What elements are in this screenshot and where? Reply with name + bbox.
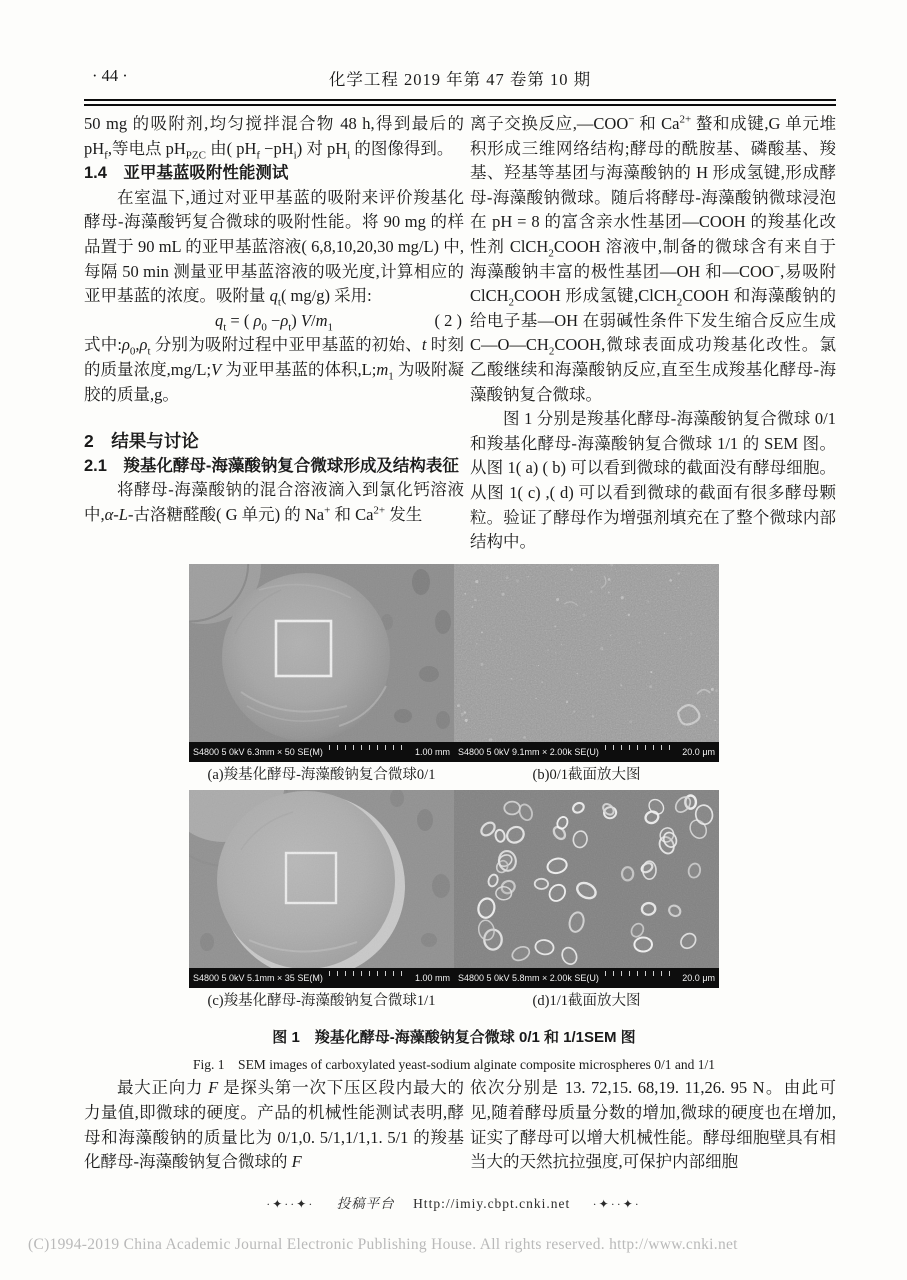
right-column: [470, 112, 836, 555]
sem-micrograph-d: [454, 790, 719, 968]
copyright-notice: (C)1994-2019 China Academic Journal Electronic Publishing House. All rights reserved. http://www.cnki.net: [28, 1236, 738, 1253]
equation-block: [84, 309, 464, 334]
equation-number: ( 2 ): [434, 310, 462, 330]
sem-instrument-info: S4800 5 0kV 5.8mm × 2.00k SE(U): [458, 973, 599, 983]
sem-image-c: [189, 790, 454, 988]
paragraph-equation-legend: 式中$:\rho_0,\rho_t$ 分别为吸附过程中亚甲基蓝的初始、t 时刻的质量浓度,mg/L;V 为亚甲基蓝的体积$,L;m_1$ 为吸附凝胶的质量,g。: [84, 335, 464, 404]
section-heading-2-1: 2.1 羧基化酵母-海藻酸钠复合微球形成及结构表征: [84, 456, 459, 475]
submission-url: Http://imiy.cbpt.cnki.net: [413, 1196, 571, 1211]
sem-micrograph-c: [189, 790, 454, 968]
scale-ticks: [605, 971, 676, 976]
scale-ticks: [329, 971, 409, 976]
sem-caption-c: (c)羧基化酵母-海藻酸钠复合微球1/1: [207, 993, 436, 1009]
sem-status-bar-c: [189, 968, 454, 988]
scale-ticks: [605, 745, 676, 750]
left-column: [84, 112, 464, 528]
section-heading-2: 2 结果与讨论: [84, 431, 199, 452]
sem-status-bar-a: [189, 742, 454, 762]
sem-caption-b: (b)0/1截面放大图: [532, 767, 641, 783]
equation-body: $q_t$ = ( $\rho_0 -\rho_t$) $V/m_1$: [214, 310, 334, 334]
sem-instrument-info: S4800 5 0kV 9.1mm × 2.00k SE(U): [458, 747, 599, 757]
bottom-right-paragraph: 依次分别是 13. 72,15. 68,19. 11,26. 95 N。由此可见,随着酵母质量分数的增加,微球的硬度也在增加,证实了酵母可以增大机械性能。酵母细胞壁具有相当大的天然抗拉强度,可保护内部细胞: [470, 1078, 836, 1172]
page-number: · 44 ·: [92, 66, 128, 85]
scale-label: 1.00 mm: [414, 747, 450, 757]
submission-footer: [0, 1192, 907, 1212]
scale-label: 20.0 μm: [682, 747, 715, 757]
sem-caption-d: (d)1/1截面放大图: [532, 993, 641, 1009]
sem-image-d: [454, 790, 719, 988]
paragraph-microsphere-formation: 将酵母-海藻酸钠的混合溶液滴入到氯化钙溶液中,α-L-古洛糖醛酸( G 单元) 的 Na+ 和 $Ca^{2+}$ 发生: [84, 480, 464, 524]
submission-platform-label: 投稿平台: [336, 1196, 395, 1211]
sem-caption-a: (a)羧基化酵母-海藻酸钠复合微球0/1: [207, 767, 436, 783]
paragraph-figure1-discussion: 图 1 分别是羧基化酵母-海藻酸钠复合微球 0/1 和羧基化酵母-海藻酸钠复合微球 1/1 的 SEM 图。从图 1( a) ( b) 可以看到微球的截面没有酵母细胞。从图 1( c) ,( d) 可以看到微球的截面有很多酵母颗粒。验证了酵母作为增强剂填充在了整个微球内部结构中。: [470, 409, 836, 552]
sem-image-a: [189, 564, 454, 762]
figure-caption-zh: 图 1 羧基化酵母-海藻酸钠复合微球 0/1 和 1/1SEM 图: [272, 1029, 636, 1046]
paragraph-methylene-blue-test: 在室温下,通过对亚甲基蓝的吸附来评价羧基化酵母-海藻酸钙复合微球的吸附性能。将 90 mg 的样品置于 90 mL 的亚甲基蓝溶液( 6,8,10,20,30 mg/L) 中,每隔 50 min 测量亚甲基蓝溶液的吸光度,计算相应的亚甲基蓝的浓度。吸附量 $q_t$( mg/g) 采用:: [84, 187, 464, 309]
header-rule: [84, 99, 836, 106]
sem-instrument-info: S4800 5 0kV 6.3mm × 50 SE(M): [193, 747, 323, 757]
figure-caption-en: Fig. 1 SEM images of carboxylated yeast-sodium alginate composite microspheres 0/1 and 1/1: [193, 1057, 715, 1072]
sem-grid: [189, 564, 719, 1016]
journal-title: 化学工程 2019 年第 47 卷第 10 期: [328, 70, 592, 89]
figure-1: [189, 564, 719, 1073]
scale-ticks: [329, 745, 409, 750]
footer-decoration-right: ·✦··✦·: [592, 1197, 641, 1211]
sem-micrograph-b: [454, 564, 719, 742]
section-heading-1-4: 1.4 亚甲基蓝吸附性能测试: [84, 164, 289, 183]
paragraph-adsorbent: 50 mg 的吸附剂,均匀搅拌混合物 48 h,得到最后的 $pH_f$,等电点 $pH_{PZC}$ 由( $pH_f -pH_i$) 对 $pH_i$ 的图像得到。: [84, 114, 464, 161]
sem-instrument-info: S4800 5 0kV 5.1mm × 35 SE(M): [193, 973, 323, 983]
paragraph-ion-exchange: 离子交换反应,—COO− 和 $Ca^{2+}$ 螯和成键,G 单元堆积形成三维网络结构;酵母的酰胺基、磷酸基、羧基、羟基等基团与海藻酸钠的 H 形成氢键,形成酵母-海藻酸钠微球。随后将酵母-海藻酸钠微球浸泡在 pH = 8 的富含亲水性基团—COOH 的羧基化改性剂 ClCH$_2$COOH 溶液中,制备的微球含有来自于海藻酸钠丰富的极性基团—OH 和—COO−,易吸附 ClCH$_2$COOH 形成氢键,ClCH$_2$COOH 和海藻酸钠的给电子基—OH 在弱碱性条件下发生缩合反应生成 $C—O—CH_2COOH$,微球表面成功羧基化改性。氯乙酸继续和海藻酸钠反应,直至生成羧基化酵母-海藻酸钠复合微球。: [470, 113, 837, 404]
footer-decoration-left: ·✦··✦·: [266, 1197, 315, 1211]
sem-micrograph-a: [189, 564, 454, 742]
scale-label: 20.0 μm: [682, 973, 715, 983]
scale-label: 1.00 mm: [414, 973, 450, 983]
sem-image-b: [454, 564, 719, 762]
sem-status-bar-d: [454, 968, 719, 988]
bottom-left-paragraph: 最大正向力 F 是探头第一次下压区段内最大的力量值,即微球的硬度。产品的机械性能测试表明,酵母和海藻酸钠的质量比为 0/1,0. 5/1,1/1,1. 5/1 的羧基化酵母-海藻酸钠复合微球的 F: [84, 1078, 464, 1172]
page-header: [84, 66, 836, 92]
sem-status-bar-b: [454, 742, 719, 762]
